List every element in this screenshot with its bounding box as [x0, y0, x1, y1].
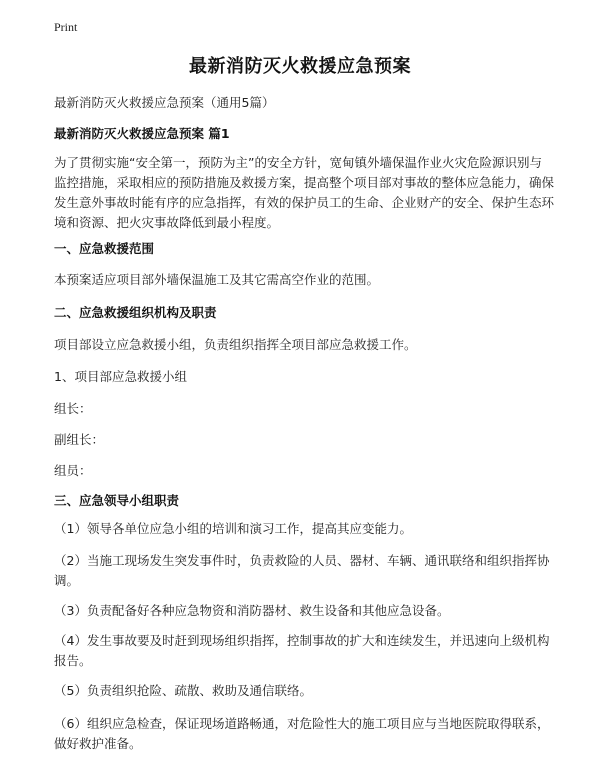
duty-item: （2）当施工现场发生突发事件时，负责救险的人员、器材、车辆、通讯联络和组织指挥协调。 [54, 553, 550, 588]
role-leader: 组长： [54, 401, 92, 416]
duty-item: （3）负责配备好各种应急物资和消防器材、救生设备和其他应急设备。 [54, 603, 450, 618]
duty-item: （1）领导各单位应急小组的培训和演习工作，提高其应变能力。 [54, 521, 412, 536]
scope-paragraph: 本预案适应项目部外墙保温施工及其它需高空作业的范围。 [54, 272, 380, 287]
intro-paragraph: 为了贯彻实施“安全第一，预防为主”的安全方针，宽甸镇外墙保温作业火灾危险源识别与监控措施，采取相应的预防措施及救援方案，提高整个项目部对事故的整体应急能力，确保发生意外事故时能有序的应急指挥，有效的保护员工的生命、企业财产的安全、保护生态环境和资源、把火灾事故降低到最小程度。 [54, 155, 555, 230]
rescue-team-subheading: 1、项目部应急救援小组 [54, 369, 187, 384]
role-deputy-leader: 副组长： [54, 432, 105, 447]
article-heading: 最新消防灭火救援应急预案 篇1 [54, 126, 230, 141]
section-heading-duties: 三、应急领导小组职责 [54, 493, 180, 508]
page-title: 最新消防灭火救援应急预案 [189, 56, 411, 77]
section-heading-organization: 二、应急救援组织机构及职责 [54, 305, 217, 320]
duty-item: （5）负责组织抢险、疏散、救助及通信联络。 [54, 683, 312, 698]
print-label[interactable]: Print [54, 20, 78, 34]
duty-item: （6）组织应急检查，保证现场道路畅通，对危险性大的施工项目应与当地医院取得联系，做好救护准备。 [54, 716, 550, 751]
duty-item: （4）发生事故要及时赶到现场组织指挥，控制事故的扩大和连续发生，并迅速向上级机构报告。 [54, 633, 550, 668]
organization-paragraph: 项目部设立应急救援小组，负责组织指挥全项目部应急救援工作。 [54, 337, 417, 352]
document-subtitle: 最新消防灭火救援应急预案（通用5篇） [54, 95, 275, 110]
section-heading-scope: 一、应急救援范围 [54, 241, 155, 256]
role-members: 组员： [54, 463, 92, 478]
